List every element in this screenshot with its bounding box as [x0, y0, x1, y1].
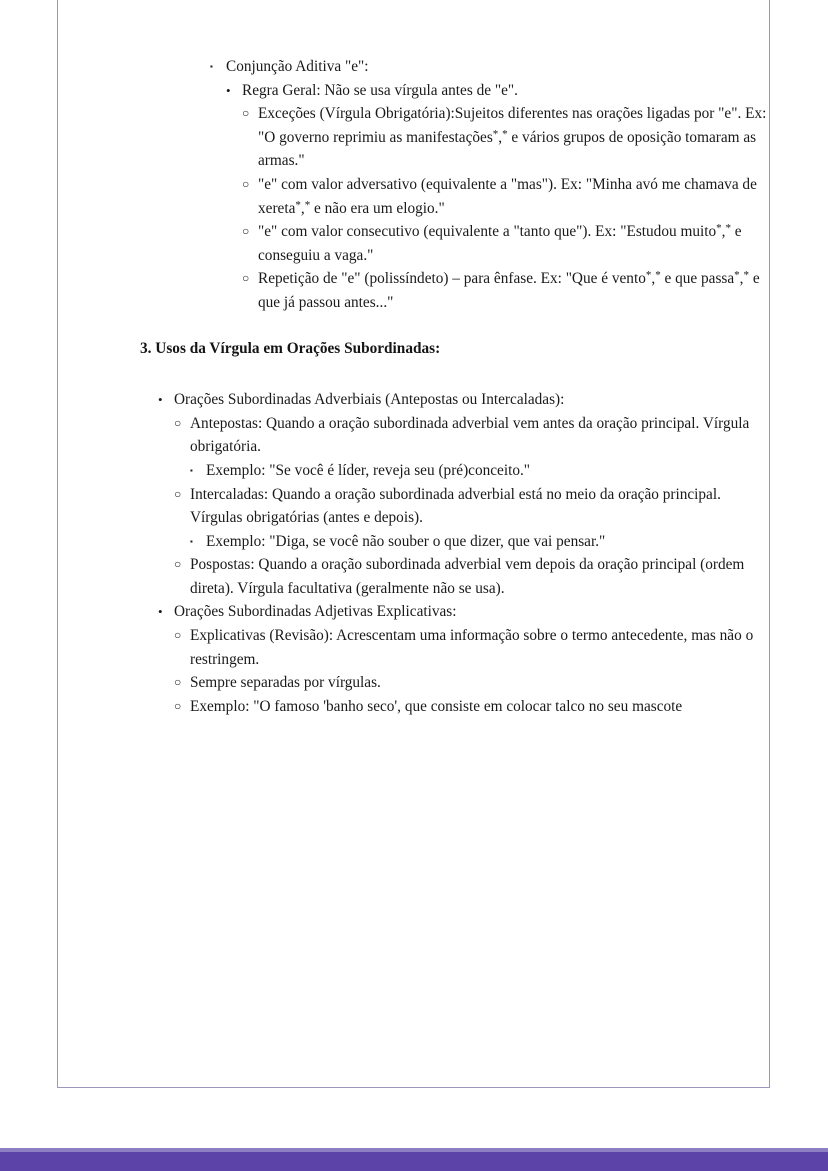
- circle-bullet-icon: ○: [174, 675, 182, 690]
- footer-bar-main: [0, 1152, 828, 1171]
- list-item: [158, 600, 771, 718]
- asterisk-mark: *: [502, 128, 508, 141]
- spacer: [58, 315, 771, 337]
- section-heading-3: 3. Usos da Vírgula em Orações Subordinadas:: [140, 339, 441, 357]
- circle-bullet-icon: ○: [174, 698, 182, 713]
- spacer: [58, 360, 771, 388]
- list-item-label: Regra Geral: Não se usa vírgula antes de "e".: [242, 81, 518, 99]
- list-item: [242, 102, 771, 173]
- list-item-label: "e" com valor adversativo (equivalente a "mas"). Ex: "Minha avó me chamava de xereta*,* e não era um elogio.": [258, 175, 757, 217]
- footer-bar: [0, 1148, 828, 1171]
- square-bullet-icon: ▪: [190, 536, 193, 546]
- section3-group-list: [158, 388, 771, 718]
- square-bullet-icon: ▪: [190, 465, 193, 475]
- list-item: [174, 624, 771, 671]
- asterisk-mark: *: [725, 222, 731, 235]
- asterisk-mark: *: [492, 128, 499, 141]
- circle-bullet-icon: ○: [242, 224, 250, 239]
- example-list: [190, 530, 771, 554]
- list-item: [242, 220, 771, 267]
- asterisk-mark: *: [716, 222, 722, 235]
- asterisk-mark: *: [655, 269, 661, 282]
- list-item: [242, 267, 771, 314]
- list-item: [174, 412, 771, 483]
- asterisk-mark: *: [743, 269, 749, 282]
- section3-body: [158, 388, 771, 718]
- sub-item-list: [174, 412, 771, 601]
- dot-bullet-icon: •: [158, 604, 163, 620]
- list-item-label: Orações Subordinadas Adverbiais (Antepostas ou Intercaladas):: [174, 391, 565, 409]
- circle-bullet-icon: ○: [174, 557, 182, 572]
- asterisk-mark: *: [734, 269, 740, 282]
- document-content: [58, 0, 771, 718]
- asterisk-mark: *: [304, 198, 311, 211]
- list-item: [174, 695, 771, 719]
- example-label: Exemplo: "Diga, se você não souber o que dizer, que vai pensar.": [206, 532, 606, 550]
- sub-item-list: [174, 624, 771, 718]
- document-page: [57, 0, 770, 1088]
- list-item-label: Antepostas: Quando a oração subordinada adverbial vem antes da oração principal. Vírgula obrigatória.: [190, 414, 750, 456]
- list-item: [190, 530, 771, 554]
- list-item: [210, 55, 771, 315]
- list-item-label: Sempre separadas por vírgulas.: [190, 674, 381, 692]
- list-item-label: Repetição de "e" (polissíndeto) – para ênfase. Ex: "Que é vento*,* e que passa*,* e que já passou antes...": [258, 269, 760, 311]
- circle-bullet-icon: ○: [242, 271, 250, 286]
- list-item: [158, 388, 771, 600]
- square-level-list: [210, 55, 771, 315]
- circle-bullet-icon: ○: [174, 628, 182, 643]
- dot-bullet-icon: •: [226, 82, 231, 98]
- list-item-label: Exemplo: "O famoso 'banho seco', que consiste em colocar talco no seu mascote: [190, 697, 683, 715]
- document-body: [58, 0, 771, 1089]
- list-item: [174, 553, 771, 600]
- list-item-label: Intercaladas: Quando a oração subordinada adverbial está no meio da oração principal. Vírgulas obrigatórias (antes e depois).: [190, 485, 721, 527]
- dot-bullet-icon: •: [158, 392, 163, 408]
- list-item-label: Orações Subordinadas Adjetivas Explicativas:: [174, 603, 457, 621]
- square-bullet-icon: ▪: [210, 62, 213, 71]
- circle-bullet-icon: ○: [242, 176, 250, 191]
- list-item-label: Explicativas (Revisão): Acrescentam uma informação sobre o termo antecedente, mas não o restringem.: [190, 627, 754, 668]
- example-label: Exemplo: "Se você é líder, reveja seu (pré)conceito.": [206, 461, 531, 479]
- top-fragment: [210, 55, 771, 315]
- list-item-label: Conjunção Aditiva "e":: [226, 58, 369, 75]
- list-item: [174, 483, 771, 554]
- list-item: [174, 671, 771, 695]
- example-list: [190, 459, 771, 483]
- circle-bullet-icon: ○: [174, 415, 182, 430]
- circle-level-list: [242, 102, 771, 314]
- asterisk-mark: *: [645, 269, 652, 282]
- asterisk-mark: *: [295, 198, 301, 211]
- circle-bullet-icon: ○: [174, 486, 182, 501]
- list-item-label: Pospostas: Quando a oração subordinada adverbial vem depois da oração principal (ordem direta). Vírgula facultativa (geralmente não se usa).: [190, 556, 745, 597]
- list-item: [190, 459, 771, 483]
- list-item-label: "e" com valor consecutivo (equivalente a "tanto que"). Ex: "Estudou muito*,* e conseguiu a vaga.": [258, 222, 742, 264]
- list-item: [226, 79, 771, 315]
- dot-level-list: [226, 79, 771, 315]
- list-item-label: Exceções (Vírgula Obrigatória):Sujeitos diferentes nas orações ligadas por "e". Ex: "O governo reprimiu as manifestações*,* e vários grupos de oposição tomaram as armas.": [258, 105, 767, 170]
- list-item: [242, 173, 771, 220]
- circle-bullet-icon: ○: [242, 106, 250, 121]
